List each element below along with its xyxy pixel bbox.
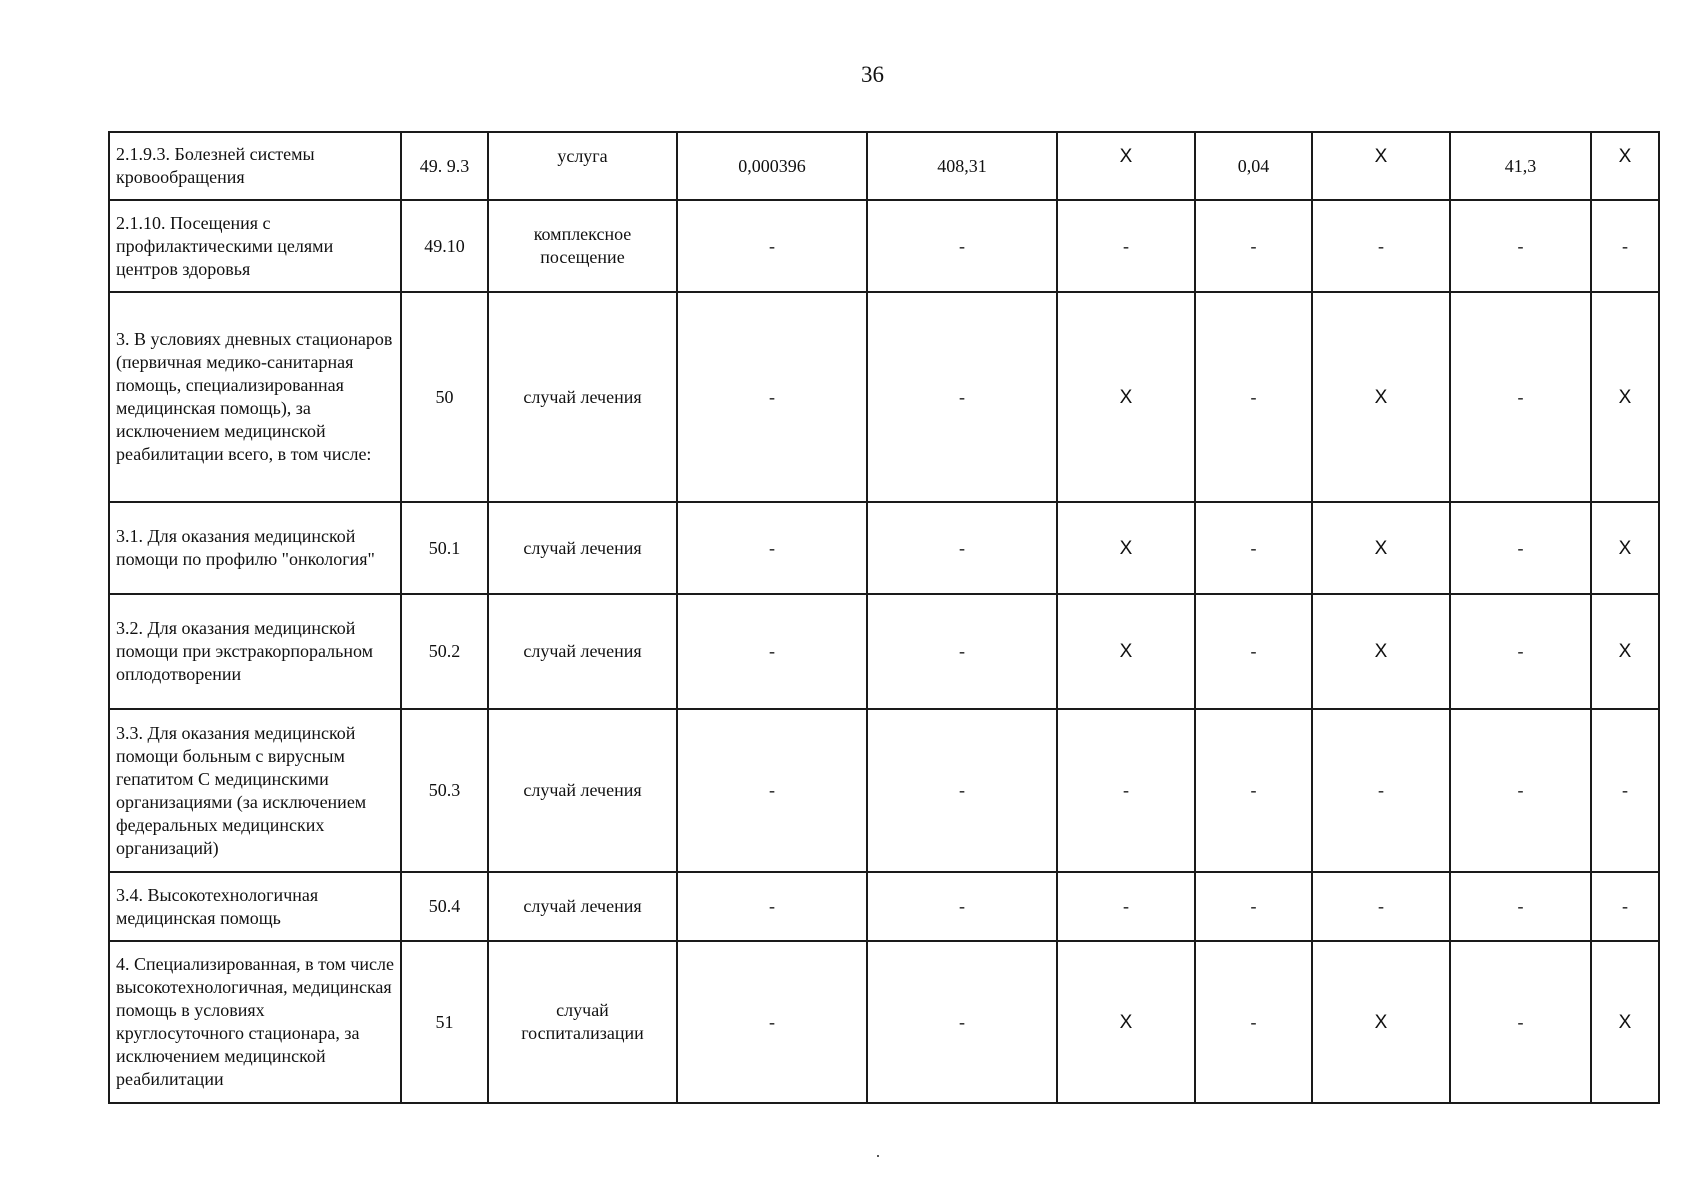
table-row (109, 292, 1659, 502)
value-cell: - (677, 872, 867, 941)
row-unit-cell: случай лечения (488, 594, 677, 709)
data-table (108, 131, 1660, 1104)
value-cell: X (1057, 502, 1195, 594)
value-cell: - (1450, 941, 1591, 1103)
row-unit-cell: случай госпитализации (488, 941, 677, 1103)
row-name-cell: 3. В условиях дневных стационаров (первичная медико-санитарная помощь, специализированная медицинская помощь), за исключением медицинской реабилитации всего, в том числе: (109, 292, 401, 502)
row-unit-cell: случай лечения (488, 872, 677, 941)
row-name-cell: 2.1.9.3. Болезней системы кровообращения (109, 132, 401, 200)
table-row (109, 872, 1659, 941)
value-cell: 41,3 (1450, 132, 1591, 200)
value-cell: - (1195, 941, 1312, 1103)
value-cell: X (1057, 594, 1195, 709)
row-unit-cell: комплексное посещение (488, 200, 677, 292)
value-cell: X (1591, 941, 1659, 1103)
value-cell: X (1057, 132, 1195, 200)
row-code-cell: 49. 9.3 (401, 132, 488, 200)
row-unit-cell: случай лечения (488, 709, 677, 872)
table-row (109, 132, 1659, 200)
value-cell: - (867, 502, 1057, 594)
value-cell: X (1591, 132, 1659, 200)
row-code-cell: 50.3 (401, 709, 488, 872)
value-cell: - (677, 200, 867, 292)
scan-speck (877, 1155, 879, 1157)
row-code-cell: 50.1 (401, 502, 488, 594)
value-cell: X (1591, 292, 1659, 502)
value-cell: - (867, 200, 1057, 292)
value-cell: - (1450, 709, 1591, 872)
row-code-cell: 50.2 (401, 594, 488, 709)
value-cell: - (677, 709, 867, 872)
row-code-cell: 50 (401, 292, 488, 502)
row-unit-cell: услуга (488, 132, 677, 200)
row-name-cell: 3.2. Для оказания медицинской помощи при экстракорпоральном оплодотворении (109, 594, 401, 709)
value-cell: X (1312, 502, 1450, 594)
table-row (109, 709, 1659, 872)
value-cell: X (1057, 941, 1195, 1103)
value-cell: - (1591, 709, 1659, 872)
value-cell: - (1312, 872, 1450, 941)
value-cell: - (677, 941, 867, 1103)
value-cell: - (867, 594, 1057, 709)
value-cell: 0,000396 (677, 132, 867, 200)
value-cell: 0,04 (1195, 132, 1312, 200)
value-cell: X (1057, 292, 1195, 502)
value-cell: - (1195, 200, 1312, 292)
row-name-cell: 2.1.10. Посещения с профилактическими целями центров здоровья (109, 200, 401, 292)
value-cell: 408,31 (867, 132, 1057, 200)
value-cell: - (1591, 872, 1659, 941)
value-cell: - (677, 502, 867, 594)
value-cell: - (1450, 502, 1591, 594)
value-cell: - (1450, 292, 1591, 502)
row-unit-cell: случай лечения (488, 502, 677, 594)
value-cell: - (867, 292, 1057, 502)
value-cell: - (677, 292, 867, 502)
row-name-cell: 3.4. Высокотехнологичная медицинская помощь (109, 872, 401, 941)
value-cell: - (1057, 200, 1195, 292)
value-cell: - (1312, 709, 1450, 872)
value-cell: X (1312, 941, 1450, 1103)
row-code-cell: 50.4 (401, 872, 488, 941)
value-cell: - (677, 594, 867, 709)
table-container (108, 131, 1660, 1104)
value-cell: - (1195, 872, 1312, 941)
value-cell: - (1195, 594, 1312, 709)
row-name-cell: 3.3. Для оказания медицинской помощи больным с вирусным гепатитом С медицинскими организациями (за исключением федеральных медицинских организаций) (109, 709, 401, 872)
value-cell: - (1591, 200, 1659, 292)
row-name-cell: 4. Специализированная, в том числе высокотехнологичная, медицинская помощь в условиях круглосуточного стационара, за исключением медицинской реабилитации (109, 941, 401, 1103)
table-row (109, 594, 1659, 709)
row-name-cell: 3.1. Для оказания медицинской помощи по профилю "онкология" (109, 502, 401, 594)
value-cell: - (1450, 872, 1591, 941)
value-cell: - (1195, 709, 1312, 872)
value-cell: - (1195, 292, 1312, 502)
value-cell: - (1057, 709, 1195, 872)
value-cell: - (1450, 200, 1591, 292)
row-code-cell: 49.10 (401, 200, 488, 292)
value-cell: - (867, 941, 1057, 1103)
table-row (109, 502, 1659, 594)
value-cell: - (1057, 872, 1195, 941)
value-cell: - (1312, 200, 1450, 292)
value-cell: - (1450, 594, 1591, 709)
page-number: 36 (861, 62, 884, 87)
value-cell: X (1591, 502, 1659, 594)
value-cell: - (867, 709, 1057, 872)
row-code-cell: 51 (401, 941, 488, 1103)
value-cell: - (867, 872, 1057, 941)
value-cell: X (1312, 594, 1450, 709)
value-cell: X (1591, 594, 1659, 709)
table-row (109, 941, 1659, 1103)
value-cell: - (1195, 502, 1312, 594)
table-row (109, 200, 1659, 292)
value-cell: X (1312, 292, 1450, 502)
row-unit-cell: случай лечения (488, 292, 677, 502)
value-cell: X (1312, 132, 1450, 200)
